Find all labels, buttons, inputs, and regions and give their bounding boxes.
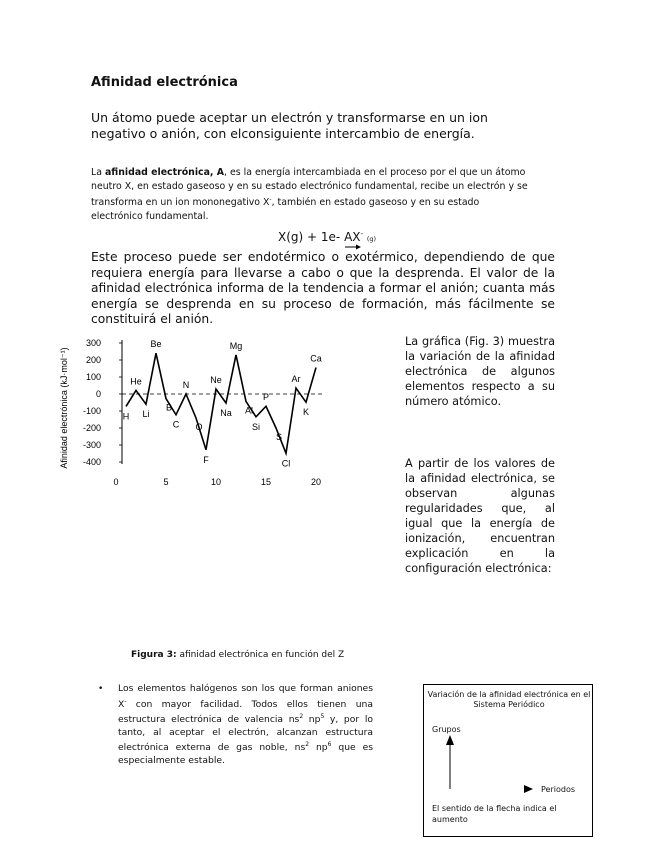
up-arrow-icon <box>446 735 454 789</box>
definition-paragraph <box>91 166 531 223</box>
equation-symbol-a: A <box>344 230 353 244</box>
x-tick-label: 5 <box>163 477 169 487</box>
y-tick-label: -100 <box>82 406 101 416</box>
y-tick-label: -400 <box>82 457 101 467</box>
bullet-sup-3: 5 <box>320 713 325 721</box>
equation-product: X <box>352 230 361 244</box>
y-tick-label: -300 <box>82 440 101 450</box>
point-label: Na <box>220 408 232 419</box>
regularities-paragraph: A partir de los valores de la afinidad electrónica, se observan algunas regularidades que, al igual que la energía de ionización, encuentran explicación en la configuración electrónica: <box>405 457 555 575</box>
trend-box-title: Variación de la afinidad electrónica en el Sistema Periódico <box>427 690 591 709</box>
equation-state: (g) <box>366 235 377 243</box>
point-label: Be <box>150 339 162 350</box>
point-label: Si <box>251 421 261 432</box>
bullet-marker: • <box>98 684 104 694</box>
definition-term: afinidad electrónica, A <box>104 167 225 178</box>
point-label: F <box>203 454 209 465</box>
point-label: B <box>165 402 173 413</box>
chart-description-paragraph: La gráfica (Fig. 3) muestra la variación de la afinidad electrónica de algunos elementos respecto a su número atómico. <box>405 335 555 408</box>
bullet-sup-4: 2 <box>305 741 310 749</box>
bullet-part-3: np <box>303 714 321 726</box>
y-tick-label: -200 <box>82 423 101 433</box>
definition-superscript: - <box>269 196 272 203</box>
point-label: P <box>262 392 270 403</box>
point-label: S <box>275 432 283 442</box>
y-tick-label: 300 <box>85 338 101 348</box>
electron-affinity-chart <box>55 333 330 493</box>
chart-series-line <box>126 353 316 453</box>
figure-caption <box>131 650 344 660</box>
point-label: K <box>302 407 310 418</box>
definition-text-1: , es la energía intercambiada en el proceso por el que un átomo neutro X, en estado gaseoso y en su estado electrónico fundamental, recibe un electrón y se transforma en un ion mononegativo X <box>91 167 528 209</box>
bullet-part-2: con mayor facilidad. Todos ellos tienen una estructura electrónica de valencia ns <box>118 698 373 726</box>
equation-reactants: X(g) + 1e- <box>278 230 341 244</box>
bullet-sup-5: 6 <box>327 741 332 749</box>
chart-y-axis-label: Afinidad electrónica (kJ·mol⁻¹) <box>59 347 69 469</box>
chart-x-ticks <box>113 477 321 487</box>
trend-box <box>423 684 593 837</box>
point-label: H <box>122 411 130 422</box>
point-label: Ca <box>310 353 322 364</box>
chart-y-ticks <box>83 338 122 467</box>
point-label: He <box>130 376 142 387</box>
trend-box-groups-label: Grupos <box>432 725 461 734</box>
point-label: Mg <box>229 340 243 351</box>
bullet-part-5: np <box>309 742 328 754</box>
point-label: Al <box>244 405 254 416</box>
bullet-part-1: Los elementos halógenos son los que forman aniones X <box>118 683 373 710</box>
point-label: Cl <box>281 458 291 469</box>
figure-caption-label: Figura 3: <box>131 650 177 660</box>
x-tick-label: 15 <box>260 477 272 487</box>
equation-product-charge: - <box>360 230 364 238</box>
point-label: Li <box>142 409 150 420</box>
process-paragraph: Este proceso puede ser endotérmico o exotérmico, dependiendo de que requiera energía para llevarse a cabo o que la desprenda. El valor de la afinidad electrónica informa de la tendencia a formar el anión; cuanta más energía se desprenda en su proceso de formación, más fácilmente se constituirá el anión. <box>91 250 555 326</box>
page-title: Afinidad electrónica <box>91 75 238 90</box>
definition-text-2: , también en estado gaseoso y en su estado electrónico fundamental. <box>91 197 480 222</box>
chart-point-labels <box>123 339 322 468</box>
x-tick-label: 20 <box>310 477 322 487</box>
reaction-equation <box>278 230 376 244</box>
right-arrow-icon <box>524 785 533 793</box>
point-label: Ar <box>291 374 301 385</box>
definition-lead: La <box>91 167 105 178</box>
point-label: N <box>182 380 190 390</box>
trend-box-note: El sentido de la flecha indica el aumento <box>432 804 557 824</box>
y-tick-label: 0 <box>95 389 101 399</box>
bullet-part-4: y, por lo tanto, al aceptar el electrón, alcanzan estructura electrónica externa de gas noble, ns <box>118 714 373 754</box>
bullet-part-6: que es especialmente estable. <box>118 742 374 766</box>
point-label: Ne <box>210 375 222 386</box>
x-tick-label: 0 <box>113 477 119 487</box>
figure-caption-text: afinidad electrónica en función del Z <box>176 650 345 660</box>
intro-paragraph: Un átomo puede aceptar un electrón y transformarse en un ion negativo o anión, con elconsiguiente intercambio de energía. <box>91 110 488 141</box>
y-tick-label: 100 <box>85 372 101 382</box>
x-tick-label: 10 <box>210 477 222 487</box>
point-label: O <box>195 421 203 432</box>
y-tick-label: 200 <box>85 355 101 365</box>
bullet-sup-1: - <box>124 697 127 705</box>
point-label: C <box>172 419 180 430</box>
trend-box-periods-label: Periodos <box>541 785 576 794</box>
bullet-sup-2: 2 <box>299 713 304 721</box>
halogens-bullet-text <box>118 683 373 767</box>
